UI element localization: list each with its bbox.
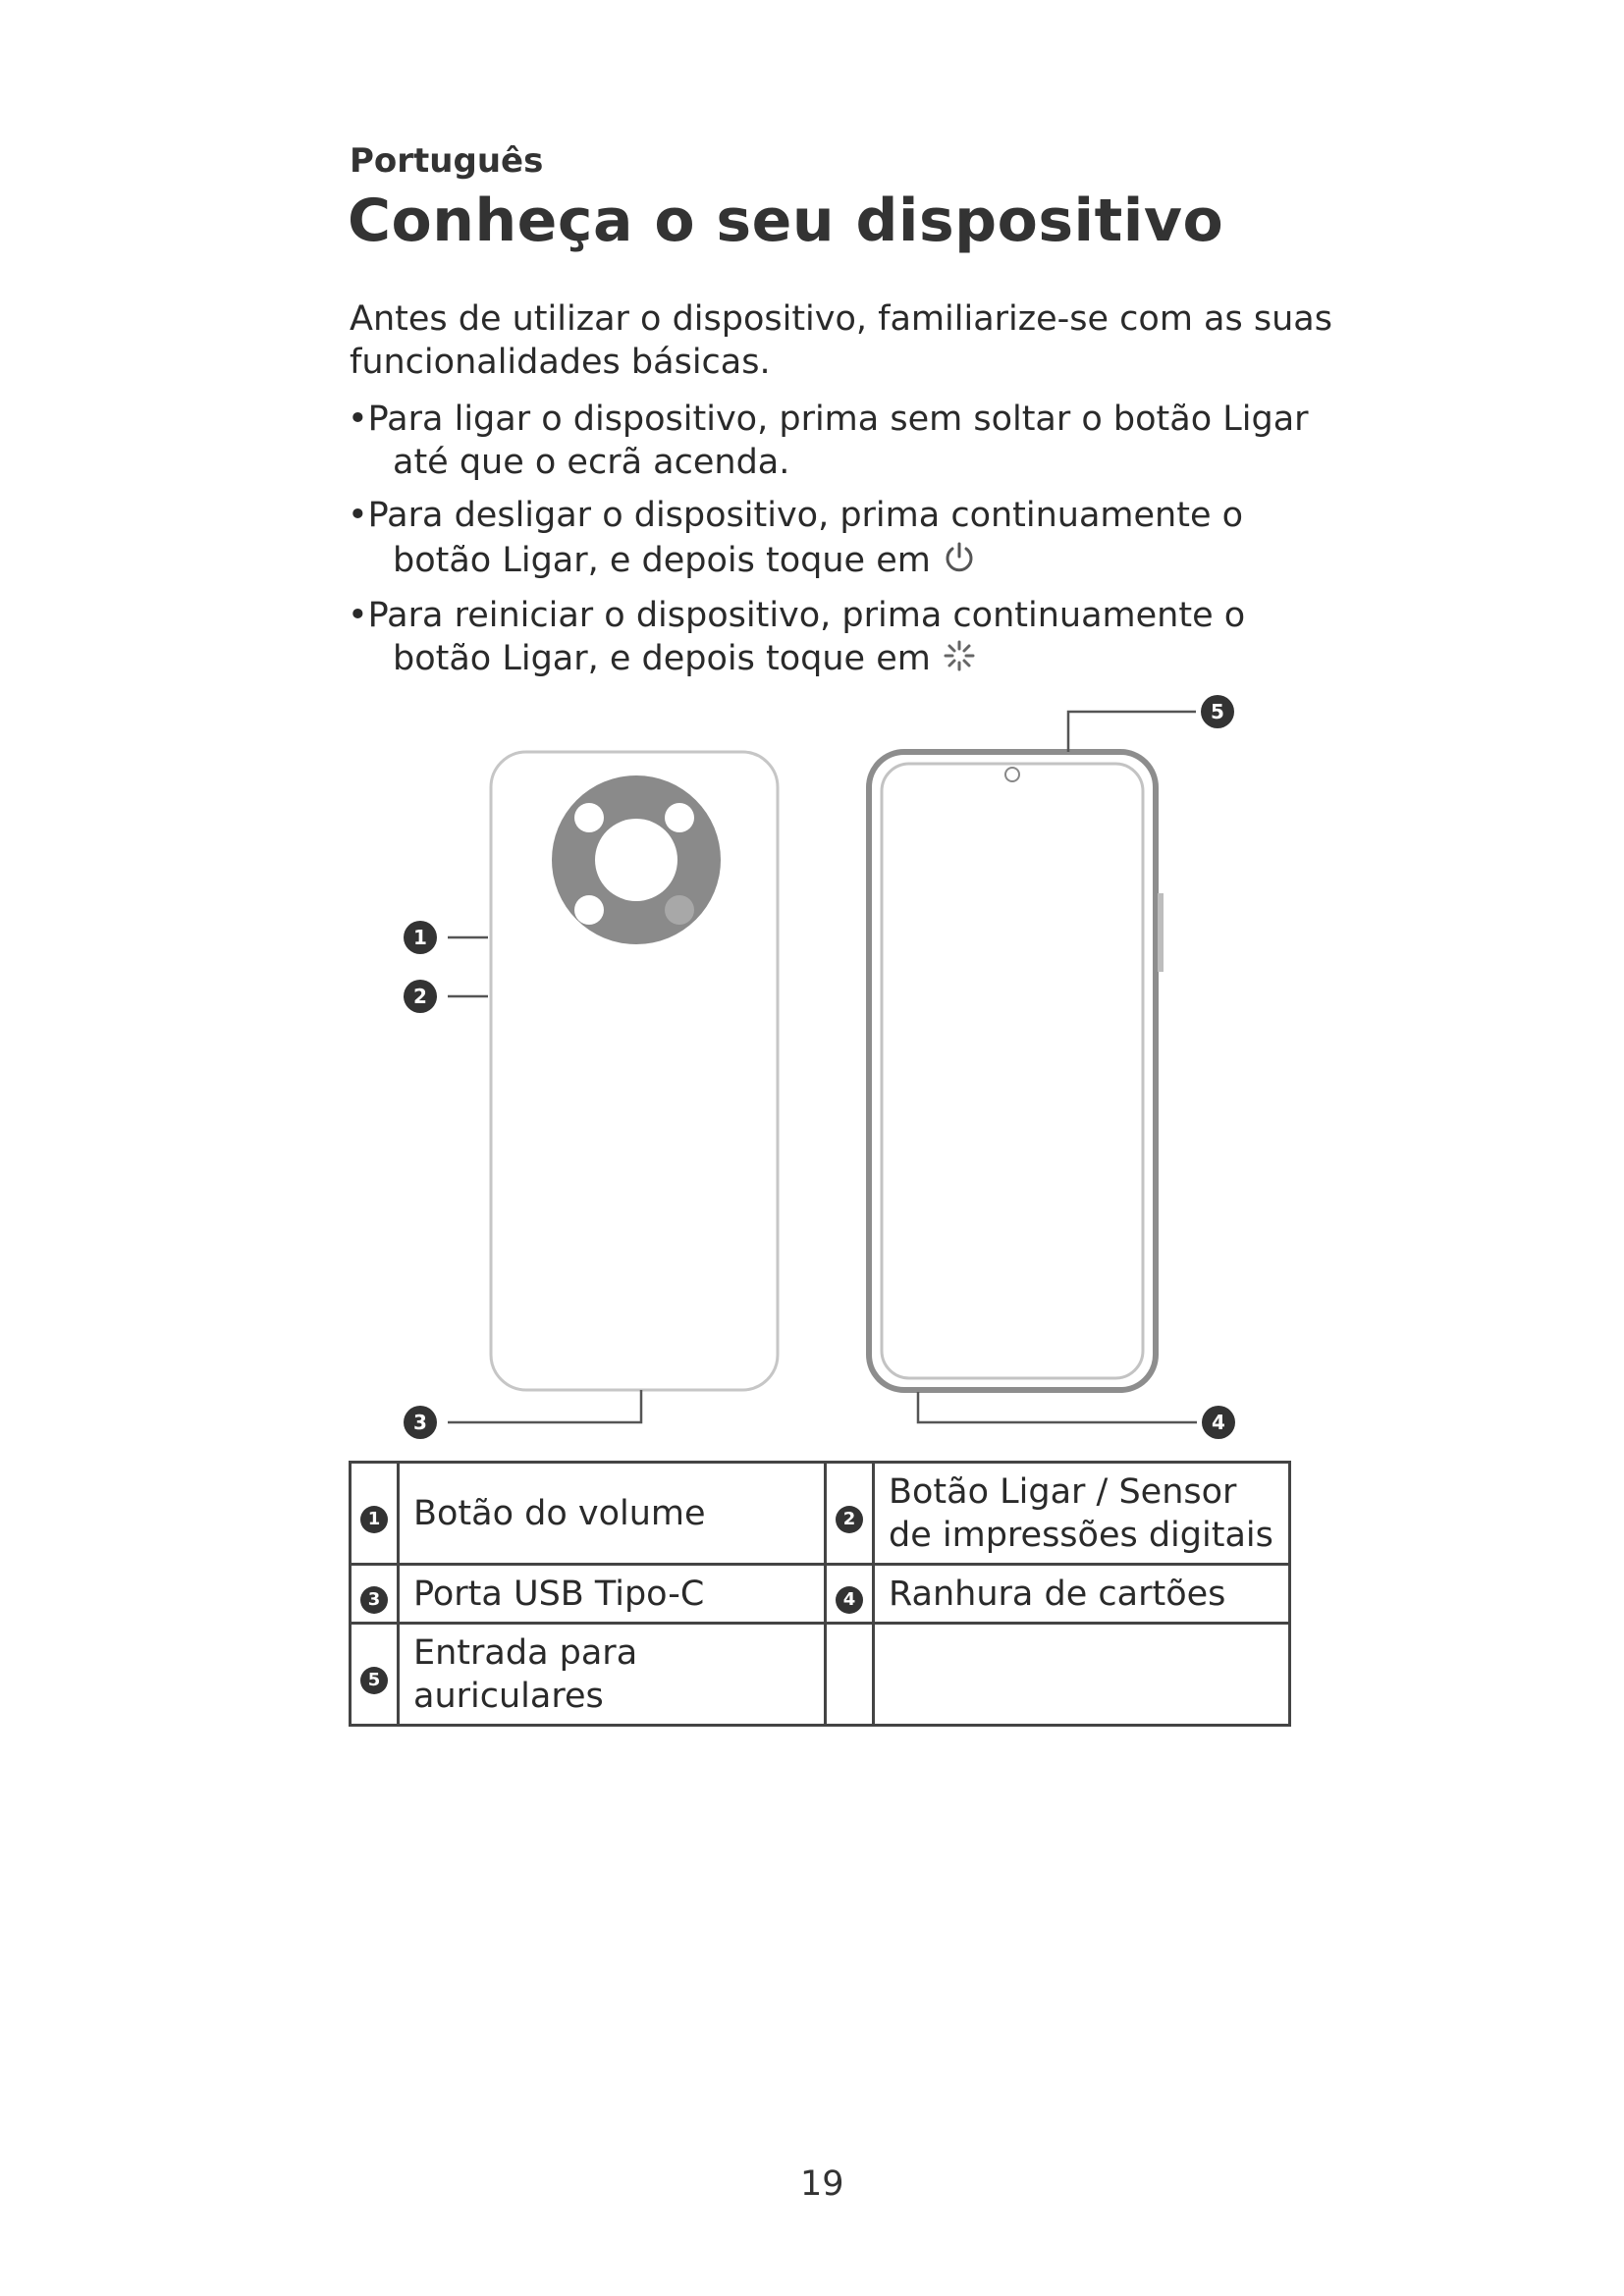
callout-3 <box>404 1406 437 1439</box>
intro-line-1: Antes de utilizar o dispositivo, familiarize-se com as suas <box>350 299 1332 339</box>
camera-flash <box>665 895 694 925</box>
table-badge: 2 <box>836 1506 863 1533</box>
callout-4 <box>1202 1406 1235 1439</box>
parts-table <box>349 1461 1291 1727</box>
table-row <box>351 1463 1290 1565</box>
table-cell-label: Botão Ligar / Sensor de impressões digitais <box>874 1463 1290 1565</box>
camera-lens-3 <box>574 895 604 925</box>
callout-1-label: 1 <box>413 926 427 949</box>
table-cell-label: Porta USB Tipo-C <box>399 1565 826 1624</box>
bullet-1-line-2: até que o ecrã acenda. <box>393 443 790 482</box>
table-cell-label <box>874 1624 1290 1726</box>
table-badge: 5 <box>360 1667 388 1694</box>
bullet-3-line-1: •Para reiniciar o dispositivo, prima continuamente o <box>348 596 1246 635</box>
page-title: Conheça o seu dispositivo <box>348 187 1224 255</box>
front-camera <box>1005 768 1019 781</box>
camera-lens-main <box>595 819 677 901</box>
table-row <box>351 1624 1290 1726</box>
language-label: Português <box>350 141 544 181</box>
side-button <box>1158 893 1164 972</box>
table-row <box>351 1565 1290 1624</box>
bullet-1-line-1: •Para ligar o dispositivo, prima sem soltar o botão Ligar <box>348 400 1309 439</box>
device-front-screen <box>882 764 1143 1378</box>
table-cell-label: Botão do volume <box>399 1463 826 1565</box>
table-cell-label: Entrada para auriculares <box>399 1624 826 1726</box>
bullet-2-text: botão Ligar, e depois toque em <box>393 541 931 580</box>
callout-1 <box>404 921 437 954</box>
camera-lens-2 <box>665 803 694 832</box>
bullet-3-text: botão Ligar, e depois toque em <box>393 639 931 678</box>
callout-5-label: 5 <box>1211 700 1224 723</box>
callout-4-label: 4 <box>1212 1411 1225 1434</box>
callout-5 <box>1201 695 1234 728</box>
bullet-2-line-1: •Para desligar o dispositivo, prima continuamente o <box>348 496 1244 535</box>
table-cell-number <box>351 1624 399 1726</box>
page-number: 19 <box>800 2164 844 2204</box>
table-badge: 3 <box>360 1586 388 1614</box>
table-cell-number <box>351 1565 399 1624</box>
table-cell-number <box>351 1463 399 1565</box>
table-cell-number <box>826 1565 874 1624</box>
table-cell-label: Ranhura de cartões <box>874 1565 1290 1624</box>
intro-line-2: funcionalidades básicas. <box>350 343 771 382</box>
table-badge: 4 <box>836 1586 863 1614</box>
table-cell-number <box>826 1624 874 1726</box>
table-badge: 1 <box>360 1506 388 1533</box>
table-cell-number <box>826 1463 874 1565</box>
camera-lens-1 <box>574 803 604 832</box>
callout-2 <box>404 980 437 1013</box>
callout-2-label: 2 <box>413 985 427 1008</box>
callout-3-label: 3 <box>413 1411 427 1434</box>
